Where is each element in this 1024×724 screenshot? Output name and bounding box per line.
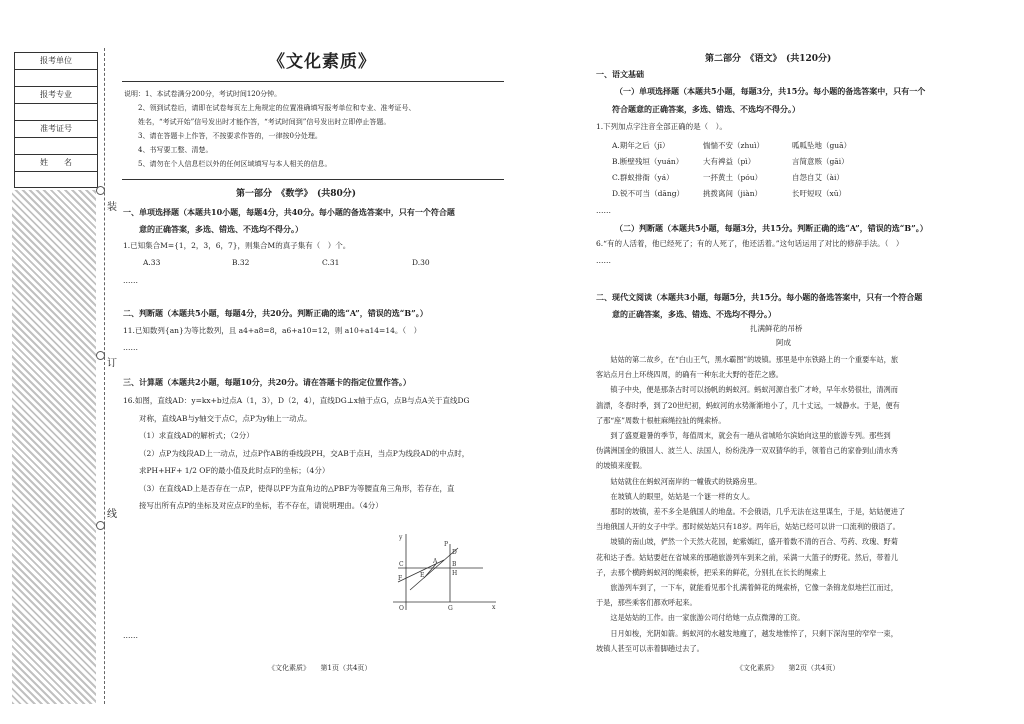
- field-major-blank[interactable]: [15, 104, 97, 121]
- footer-page-1: 《文化素质》 第1页（共4页）: [268, 664, 372, 672]
- instruction-line: 姓名，“考试开始”信号发出时才能作答，“考试时间到”信号发出时立即停止答题。: [124, 118, 391, 126]
- fig-label-y: y: [399, 534, 403, 541]
- footer-page-2: 《文化素质》 第2页（共4页）: [736, 664, 840, 672]
- option-cell: D.锐不可当（dāng）: [612, 189, 685, 198]
- binding-hole: [96, 521, 105, 530]
- fig-label-d: D: [452, 549, 457, 556]
- divider: [122, 81, 504, 82]
- passage-line: 姑姑的第二故乡，在“白山王气，黑水霸图”的坡镇。那里是中东铁路上的一个重要车站，旅: [596, 355, 899, 364]
- question-line: 求PH+HF+ 1/2 OF的最小值及此时点F的坐标；（4分）: [139, 466, 330, 475]
- passage-line: 这是姑姑的工作。由一家旅游公司付给她一点点微薄的工资。: [596, 613, 805, 623]
- question-1-chinese: 1.下列加点字注音全部正确的是（ ）。: [596, 122, 727, 131]
- fig-label-c: C: [399, 561, 404, 568]
- passage-line: 于是，那些乘客们都欢呼起来。: [596, 598, 697, 608]
- field-major[interactable]: 报考专业: [15, 87, 97, 104]
- ellipsis: ……: [596, 206, 611, 215]
- passage-line: 湍漂，冬春时季，到了20世纪初，蚂蚁河的水势渐渐地小了，几十丈远，一城静水。于是，便有: [596, 400, 900, 410]
- fig-label-g: G: [448, 605, 453, 612]
- option-cell: 自怨自艾（ài）: [792, 173, 844, 182]
- reading-author: 阿成: [776, 338, 791, 347]
- instruction-line: 说明：1、本试卷满分200分，考试时间120分钟。: [124, 90, 282, 98]
- fig-label-p: P: [444, 541, 449, 548]
- passage-line: 那时的坡镇，差不多全是俄国人的地盘。不会俄语，几乎无法在这里谋生，于是，姑姑便进了: [596, 507, 906, 517]
- passage-line: 坡镇的南山坡，俨然一个天然大花园，蛇紫嫣红，盛开着数不清的百合、芍药、玫瑰、野菊: [596, 537, 898, 547]
- passage-line: 旅游列车到了，一下车，就能看见那个扎满着鲜花的绳索桥，它像一条锦龙似地拦江而过，: [596, 583, 898, 593]
- option-cell: 言简意赅（gāi）: [792, 157, 849, 166]
- question-line: （3）在直线AD上是否存在一点P，使得以PF为直角边的△PBF为等腰直角三角形，若存在，直: [139, 483, 455, 493]
- question-line: 16.如图，直线AD：y=kx+b过点A（1，3），D（2，4），直线DG⊥x轴于点G，点B与点A关于直线DG: [123, 396, 470, 405]
- field-unit-blank[interactable]: [15, 70, 97, 87]
- passage-line: 了那“座”周数十根桩麻绳拉扯的绳索桥。: [596, 415, 726, 425]
- instruction-line: 5、请勿在个人信息栏以外的任何区域填写与本人相关的信息。: [124, 160, 332, 168]
- passage-line: 到了盛夏避暑的季节，每值周末，就会有一趟从省城哈尔滨始向这里的旅游专列。那些到: [596, 431, 891, 441]
- binding-line: [104, 48, 105, 704]
- fig-label-a: A: [433, 558, 438, 565]
- fig-label-x: x: [492, 604, 496, 611]
- passage-line: 伪满洲国金的俄国人、波兰人、法国人，纷纷洗净一双双猜华的手，领着自己的家眷到山清水秀: [596, 446, 898, 456]
- option-cell: B.断壁残垣（yuán）: [612, 157, 684, 166]
- question-line: （2）点P为线段AD上一动点，过点P作AB的垂线段PH，交AB于点H，当点P为线段AD的中点时，: [139, 448, 470, 458]
- option-cell: 长吁短叹（xū）: [792, 189, 847, 198]
- instruction-line: 4、书写要工整、清楚。: [124, 146, 213, 154]
- question-11: 11.已知数列{an}为等比数列，且 a4+a8=8，a6+a10=12，则 a10+a14=14。（ ）: [123, 326, 422, 335]
- option-cell: C.群蚁排衙（yá）: [612, 173, 674, 182]
- ellipsis: ……: [123, 343, 138, 352]
- binding-hole: [96, 186, 105, 195]
- option-cell: 惴惴不安（zhuì）: [703, 141, 765, 150]
- question-line: （1）求直线AD的解析式；（2分）: [139, 431, 254, 440]
- passage-line: 的坡镇来度假。: [596, 461, 647, 471]
- option-d: D.30: [412, 258, 430, 267]
- passage-line: 当地俄国人开的女子中学。那时候姑姑只有18岁。两年后，姑姑已经可以讲一口流利的俄语了。: [596, 522, 900, 532]
- option-b: B.32: [232, 258, 250, 267]
- section-basics: 一、语文基础: [596, 69, 644, 79]
- passage-line: 姑姑就住在蚂蚁河南岸的一幢俄式的铁路房里。: [596, 476, 762, 486]
- passage-line: 子，去那个横跨蚂蚁河的绳索桥，把采来的鲜花，分别扎在长长的绳索上: [596, 567, 827, 577]
- fig-label-e: E: [420, 572, 425, 579]
- passage-line: 客站点月台上环绕四周，的确有一种东北大野的苍茫之感。: [596, 370, 783, 380]
- section-reading: 二、现代文阅读（本题共3小题，每题5分，共15分。每小题的备选答案中，只有一个符合题: [596, 292, 923, 302]
- fig-label-o: O: [399, 605, 404, 612]
- section-header-judge: 二、判断题（本题共5小题，每题4分，共20分。判断正确的选“A”，错误的选“B”。）: [123, 308, 428, 318]
- question-6: 6.“有的人活着，他已经死了；有的人死了，他还活着。”这句话运用了对比的修辞手法。（ ）: [596, 239, 904, 248]
- binding-pattern: [12, 190, 96, 704]
- candidate-info-box: [14, 52, 98, 188]
- field-unit[interactable]: 报考单位: [15, 53, 97, 70]
- passage-line: 坡镇人甚至可以赤着脚趟过去了。: [596, 643, 704, 653]
- subsection-choice: （一）单项选择题（本题共5小题，每题3分，共15分。每小题的备选答案中，只有一个: [615, 86, 926, 96]
- binding-char: 订: [107, 358, 117, 369]
- option-cell: 挑拨离间（jiàn）: [703, 189, 763, 198]
- ellipsis: ……: [123, 276, 138, 285]
- passage-line: 花和达子香。姑姑要赶在省城来的那趟旅游列车到来之前，采满一大篮子的野花。然后，带着儿: [596, 552, 898, 562]
- question-1: 1.已知集合M={1，2，3，6，7}，则集合M的真子集有（ ）个。: [123, 241, 351, 250]
- option-cell: 一抔黄土（póu）: [703, 173, 763, 182]
- field-name-blank[interactable]: [15, 172, 97, 188]
- reading-title: 扎满鲜花的吊桥: [750, 324, 803, 333]
- section-header-calc: 三、计算题（本题共2小题，每题10分，共20分。请在答题卡的指定位置作答。）: [123, 377, 411, 387]
- fig-label-b: B: [452, 561, 457, 568]
- binding-char: 装: [107, 202, 117, 213]
- part-title-math: 第一部分 《数学》 (共80分): [236, 189, 357, 199]
- geometry-figure: [388, 530, 500, 614]
- subsection-choice-cont: 符合题意的正确答案，多选、错选、不选均不得分。）: [612, 104, 800, 114]
- ellipsis: ……: [596, 256, 611, 265]
- field-exam-no[interactable]: 准考证号: [15, 121, 97, 138]
- option-cell: A.期年之后（jī）: [612, 141, 670, 150]
- section-reading-cont: 意的正确答案，多选、错选、不选均不得分。）: [612, 309, 776, 319]
- fig-label-f: F: [398, 575, 403, 582]
- page-title: 《文化素质》: [268, 52, 376, 72]
- field-exam-no-blank[interactable]: [15, 138, 97, 155]
- instructions: [124, 87, 415, 171]
- binding-hole: [96, 351, 105, 360]
- binding-char: 线: [107, 509, 117, 520]
- option-a: A.33: [143, 258, 161, 267]
- option-c: C.31: [322, 258, 340, 267]
- subsection-judge: （二）判断题（本题共5小题，每题3分，共15分。判断正确的选“A”，错误的选“B”。）: [615, 223, 928, 233]
- question-line: 对称，直线AB与y轴交于点C，点P为y轴上一动点。: [139, 413, 312, 423]
- divider: [122, 179, 504, 180]
- question-line: 接写出所有点P的坐标及对应点F的坐标，若不存在，请说明理由。（4分）: [139, 501, 383, 510]
- section-header-choice: 一、单项选择题（本题共10小题，每题4分，共40分。每小题的备选答案中，只有一个符合题: [123, 207, 455, 217]
- option-cell: 大有裨益（pì）: [703, 157, 756, 166]
- field-name[interactable]: 姓 名: [15, 155, 97, 172]
- reading-passage: [596, 352, 905, 656]
- instruction-line: 2、领到试卷后，请即在试卷每页左上角规定的位置准确填写报考单位和专业、准考证号、: [124, 104, 416, 112]
- ellipsis: ……: [123, 631, 138, 640]
- question-16: [123, 392, 469, 515]
- passage-line: 镇子中央，便是那条古时可以扬帆的蚂蚁河。蚂蚁河源自张广才岭，早年水势很壮，清冽而: [596, 385, 898, 395]
- part-title-chinese: 第二部分 《语文》 (共120分): [705, 54, 832, 64]
- passage-line: 日月如梭，光阴如箭。蚂蚁河的水越发地瘦了，越发地惟悴了，只剩下深沟里的窄窄一束，: [596, 628, 898, 638]
- section-header-choice-cont: 意的正确答案，多选、错选、不选均不得分。）: [139, 224, 303, 234]
- option-cell: 呱呱坠地（guā）: [792, 141, 852, 150]
- instruction-line: 3、请在答题卡上作答，不按要求作答的，一律按0分处理。: [124, 132, 322, 140]
- fig-label-h: H: [452, 570, 458, 577]
- passage-line: 在坡镇人的眼里，姑姑是一个谜一样的女人。: [596, 491, 755, 501]
